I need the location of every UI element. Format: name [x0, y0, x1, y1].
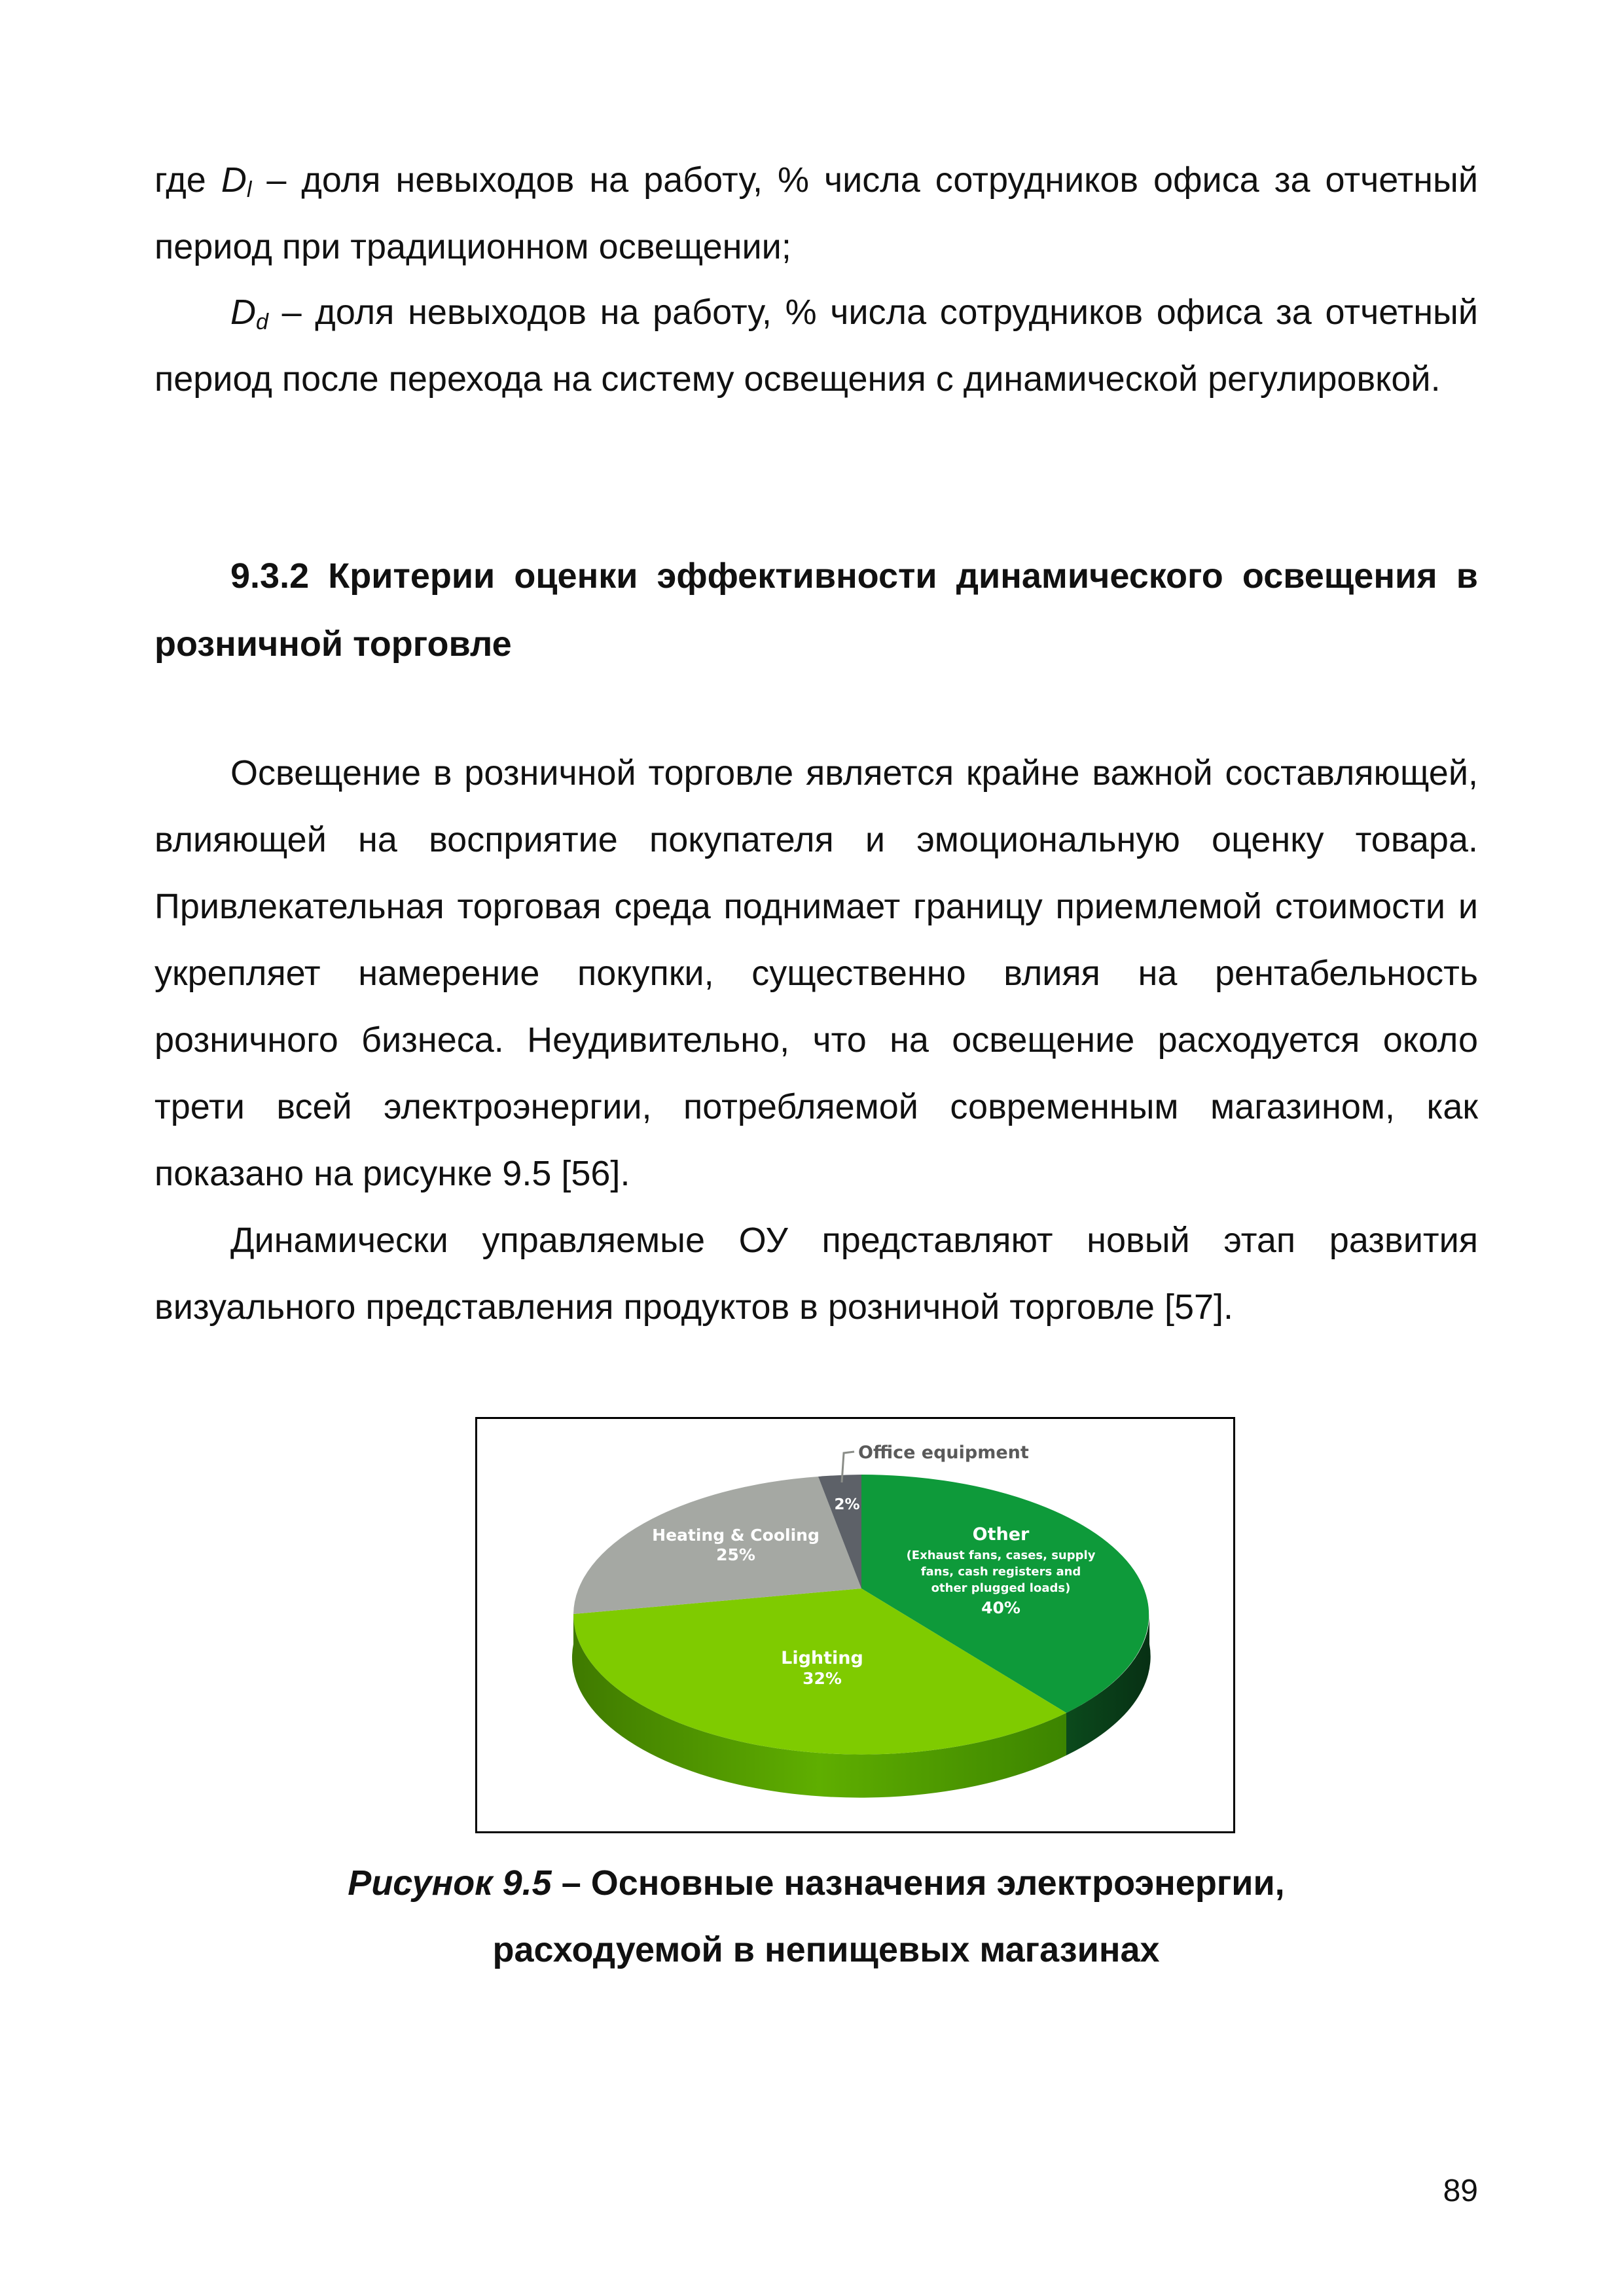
paragraph-2: Динамически управляемые ОУ представляют новый этап развития визуального представления продуктов в розничной торговле [57].	[154, 1221, 1478, 1327]
definition-dl-text: – доля невыходов на работу, % числа сотрудников офиса за отчетный период при традиционном освещении;	[154, 160, 1478, 266]
definition-dl	[154, 147, 1478, 280]
page-number: 89	[1443, 2174, 1478, 2208]
label-office-equipment-name: Office equipment	[858, 1443, 1029, 1463]
label-other-note-2: fans, cash registers and	[920, 1565, 1081, 1579]
figure-label: Рисунок 9.5	[348, 1863, 552, 1903]
definition-dd-text: – доля невыходов на работу, % числа сотрудников офиса за отчетный период после перехода на систему освещения с динамической регулировкой.	[154, 293, 1478, 399]
variable-dd: $D_d$	[230, 293, 268, 334]
label-other-note-1: (Exhaust fans, cases, supply	[906, 1549, 1096, 1562]
label-office-equipment-value: 2%	[834, 1496, 860, 1513]
label-lighting-value: 32%	[803, 1669, 842, 1688]
variable-dl: $D_l$	[221, 160, 252, 202]
label-other-value: 40%	[981, 1598, 1020, 1617]
label-lighting-name: Lighting	[781, 1648, 863, 1668]
label-heating-cooling-name: Heating & Cooling	[652, 1526, 820, 1545]
label-heating-cooling-value: 25%	[716, 1545, 755, 1564]
section-title: Критерии оценки эффективности динамического освещения в розничной торговле	[154, 556, 1478, 664]
caption-text-1: Основные назначения электроэнергии,	[590, 1863, 1285, 1903]
label-other-note-3: other plugged loads)	[931, 1581, 1071, 1595]
definition-prefix: где	[154, 160, 221, 200]
paragraph-1: Освещение в розничной торговле является крайне важной составляющей, влияющей на восприятие покупателя и эмоциональную оценку товара. Привлекательная торговая среда поднимает границу приемлемой стоимости и укрепляет намерение покупки, существенно влияя на рентабельность розничного бизнеса. Неудивительно, что на освещение расходуется около трети всей электроэнергии, потребляемой современным магазином, как показано на рисунке 9.5 [56].	[154, 753, 1478, 1193]
figure-pie-chart	[475, 1417, 1235, 1833]
pie-chart-svg	[477, 1419, 1233, 1831]
definition-dd	[154, 279, 1478, 412]
section-heading	[154, 542, 1478, 678]
section-number: 9.3.2	[230, 556, 310, 596]
figure-caption-line-2: расходуемой в непищевых магазинах	[492, 1930, 1160, 1969]
figure-caption-line-1: Рисунок 9.5 – Основные назначения электроэнергии,	[348, 1863, 1285, 1903]
label-other-name: Other	[972, 1524, 1030, 1545]
